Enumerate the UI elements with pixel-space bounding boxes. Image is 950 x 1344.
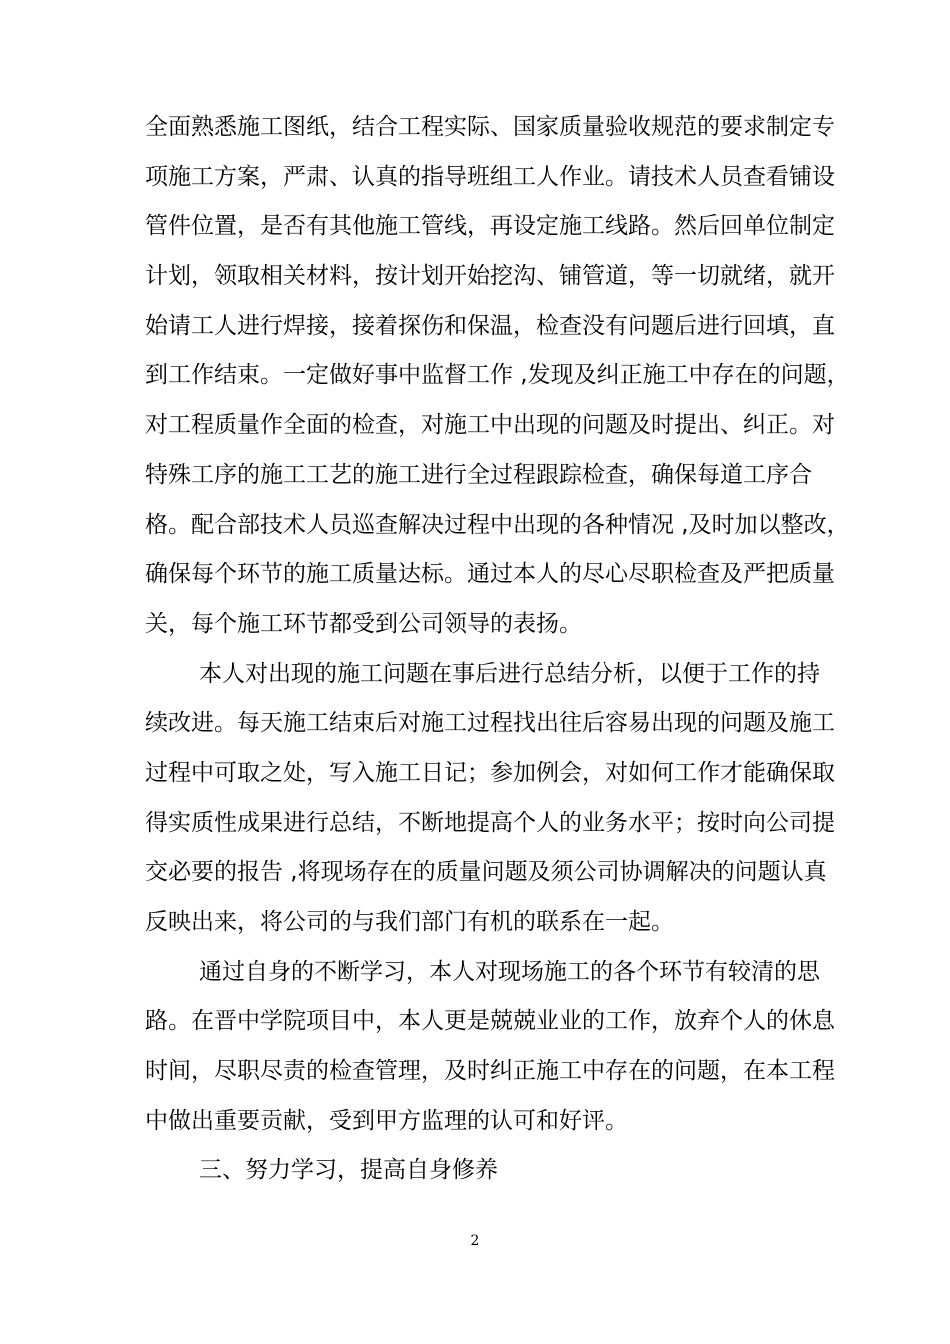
paragraph-3 [145,948,835,1147]
body-text [145,103,850,1196]
text-line: 特殊工序的施工工艺的施工进行全过程跟踪检查，确保每道工序合 [145,461,812,488]
section-heading-text: 三、努力学习，提高自身修养 [199,1157,498,1184]
section-heading [145,1146,810,1196]
text-line: 始请工人进行焊接，接着探伤和保温，检查没有问题后进行回填，直 [145,312,835,339]
text-line: 计划，领取相关材料，按计划开始挖沟、铺管道，等一切就绪，就开 [145,263,835,290]
text-line: 对工程质量作全面的检查，对施工中出现的问题及时提出、纠正。对 [145,412,835,439]
text-line: 全面熟悉施工图纸，结合工程实际、国家质量验收规范的要求制定专 [145,114,835,140]
text-line: 管件位置，是否有其他施工管线，再设定施工线路。然后回单位制定 [145,213,835,240]
text-line: 中做出重要贡献，受到甲方监理的认可和好评。 [145,1107,628,1134]
text-line: 本人对出现的施工问题在事后进行总结分析，以便于工作的持 [199,660,820,687]
text-line: 时间，尽职尽责的检查管理，及时纠正施工中存在的问题，在本工程 [145,1058,835,1085]
text-line: 格。配合部技术人员巡查解决过程中出现的各种情况 ,及时加以整改， [145,511,850,538]
paragraph-2 [145,650,835,948]
text-line: 反映出来，将公司的与我们部门有机的联系在一起。 [145,909,674,935]
page-number: 2 [470,1233,480,1249]
text-line: 关，每个施工环节都受到公司领导的表扬。 [145,610,582,637]
text-line: 续改进。每天施工结束后对施工过程找出往后容易出现的问题及施工 [145,710,835,737]
text-line: 路。在晋中学院项目中，本人更是兢兢业业的工作，放弃个人的休息 [145,1008,835,1035]
text-line: 到工作结束。一定做好事中监督工作 ,发现及纠正施工中存在的问题， [145,362,850,389]
text-line: 项施工方案，严肃、认真的指导班组工人作业。请技术人员查看铺设 [145,163,835,190]
text-line: 交必要的报告 ,将现场存在的质量问题及须公司协调解决的问题认真 [145,859,827,886]
paragraph-1 [145,103,850,650]
text-line: 得实质性成果进行总结，不断地提高个人的业务水平；按时向公司提 [145,809,835,836]
text-line: 过程中可取之处，写入施工日记；参加例会，对如何工作才能确保取 [145,759,835,786]
text-line: 确保每个环节的施工质量达标。通过本人的尽心尽职检查及严把质量 [145,561,835,588]
text-line: 通过自身的不断学习，本人对现场施工的各个环节有较清的思 [199,958,820,985]
